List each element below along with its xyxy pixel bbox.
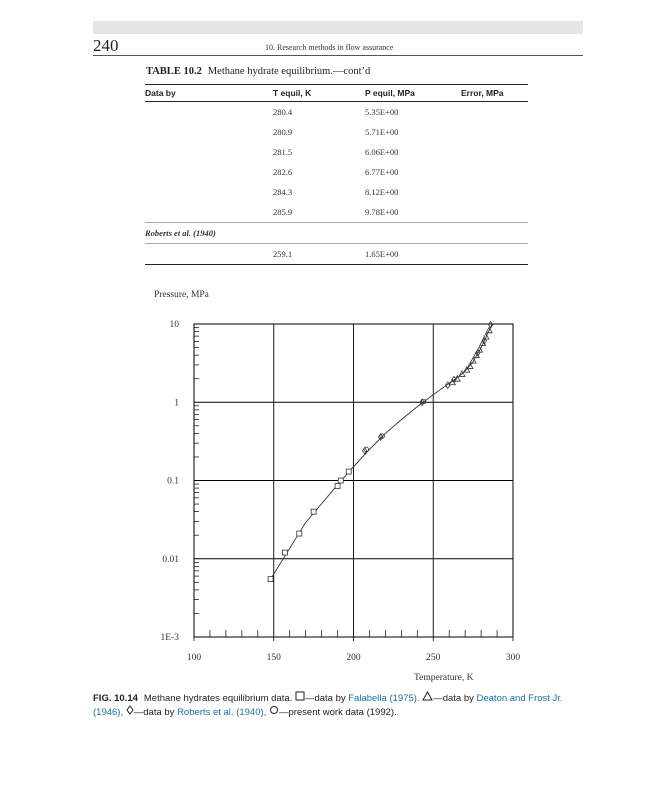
cell-err xyxy=(461,244,528,265)
cell-data-by xyxy=(145,202,273,223)
table-row xyxy=(145,202,528,223)
y-tick-label: 0.1 xyxy=(167,476,179,487)
cell-p: 5.35E+00 xyxy=(365,107,399,117)
data-point-square xyxy=(282,550,287,555)
page-number: 240 xyxy=(93,36,119,55)
cell-data-by xyxy=(145,102,273,123)
cell-data-by xyxy=(145,122,273,142)
col-header-error: Error, MPa xyxy=(461,85,528,102)
col-header-data-by: Data by xyxy=(145,85,273,102)
cell-t: 259.1 xyxy=(273,244,365,265)
x-tick-label: 200 xyxy=(346,653,361,663)
cell-err xyxy=(461,142,528,162)
data-point-square xyxy=(346,469,351,474)
caption-dia-text: —data by xyxy=(133,707,175,718)
data-point-square xyxy=(268,577,273,582)
table-title: Methane hydrate equilibrium.—cont’d xyxy=(207,66,371,77)
chart-x-label: Temperature, K xyxy=(414,673,474,683)
table-group-row xyxy=(145,223,528,244)
equilibrium-curve xyxy=(271,324,493,579)
x-tick-label: 250 xyxy=(426,653,441,663)
ref-link-falabella[interactable]: Falabella (1975). xyxy=(348,693,420,704)
cell-p: 8.12E+00 xyxy=(365,187,399,197)
x-tick-label: 300 xyxy=(505,653,521,663)
x-tick-label: 100 xyxy=(186,653,202,663)
y-tick-label: 0.01 xyxy=(162,554,179,565)
cell-t: 282.6 xyxy=(273,167,293,177)
y-tick-label: 1E-3 xyxy=(160,633,179,643)
running-title: 10. Research methods in flow assurance xyxy=(265,43,394,52)
cell-p: 6.06E+00 xyxy=(365,147,399,157)
cell-data-by xyxy=(145,182,273,202)
cell-t: 280.4 xyxy=(273,107,293,117)
figure-label: FIG. 10.14 xyxy=(93,693,138,704)
chart-y-label: Pressure, MPa xyxy=(154,290,209,300)
table-label: TABLE 10.2 xyxy=(146,66,202,77)
cell-data-by xyxy=(145,244,273,265)
cell-t: 285.9 xyxy=(273,207,293,217)
data-point-square xyxy=(297,531,302,536)
table-row xyxy=(145,182,528,202)
ref-link-deaton-frost[interactable]: Deaton and Frost Jr. (1946), xyxy=(93,693,563,718)
cell-t: 284.3 xyxy=(273,187,293,197)
data-point-square xyxy=(311,509,316,514)
group-source-link[interactable]: Roberts et al. (1940) xyxy=(145,223,528,244)
cell-p: 5.71E+00 xyxy=(365,127,399,137)
caption-prefix: Methane hydrates equilibrium data. xyxy=(143,693,293,704)
cell-err xyxy=(461,182,528,202)
diamond-marker-icon xyxy=(126,705,134,715)
cell-t: 281.5 xyxy=(273,147,293,157)
caption-sq-text: —data by xyxy=(304,693,346,704)
x-tick-label: 150 xyxy=(266,653,281,663)
triangle-marker-icon xyxy=(422,691,433,701)
table-row xyxy=(145,142,528,162)
table-caption xyxy=(146,66,370,77)
cell-p: 6.77E+00 xyxy=(365,167,399,177)
cell-err xyxy=(461,162,528,182)
ref-link-roberts[interactable]: Roberts et al. (1940), xyxy=(177,707,267,718)
cell-err xyxy=(461,102,528,123)
table-row xyxy=(145,162,528,182)
cell-err xyxy=(461,202,528,223)
caption-circ-text: —present work data (1992). xyxy=(278,707,397,718)
table-header-row xyxy=(145,85,528,102)
col-header-t-equil: T equil, K xyxy=(273,85,365,102)
square-marker-icon xyxy=(295,691,305,701)
col-header-p-equil: P equil, MPa xyxy=(365,85,461,102)
cell-data-by xyxy=(145,162,273,182)
y-tick-label: 10 xyxy=(169,320,179,330)
cell-p: 9.78E+00 xyxy=(365,207,399,217)
y-tick-label: 1 xyxy=(174,398,179,409)
circle-marker-icon xyxy=(269,705,279,715)
hydrate-equilibrium-chart xyxy=(140,312,530,664)
caption-tri-text: —data by xyxy=(433,693,474,704)
header-bar xyxy=(93,21,583,34)
equilibrium-table xyxy=(145,84,528,265)
table-row xyxy=(145,244,528,265)
cell-p: 1.65E+00 xyxy=(365,244,461,265)
cell-data-by xyxy=(145,142,273,162)
header-rule xyxy=(93,55,583,56)
data-point-square xyxy=(338,478,343,483)
table-row xyxy=(145,122,528,142)
cell-err xyxy=(461,122,528,142)
figure-caption xyxy=(93,691,583,719)
data-point-square xyxy=(335,484,340,489)
cell-t: 280.9 xyxy=(273,127,293,137)
table-row xyxy=(145,102,528,123)
